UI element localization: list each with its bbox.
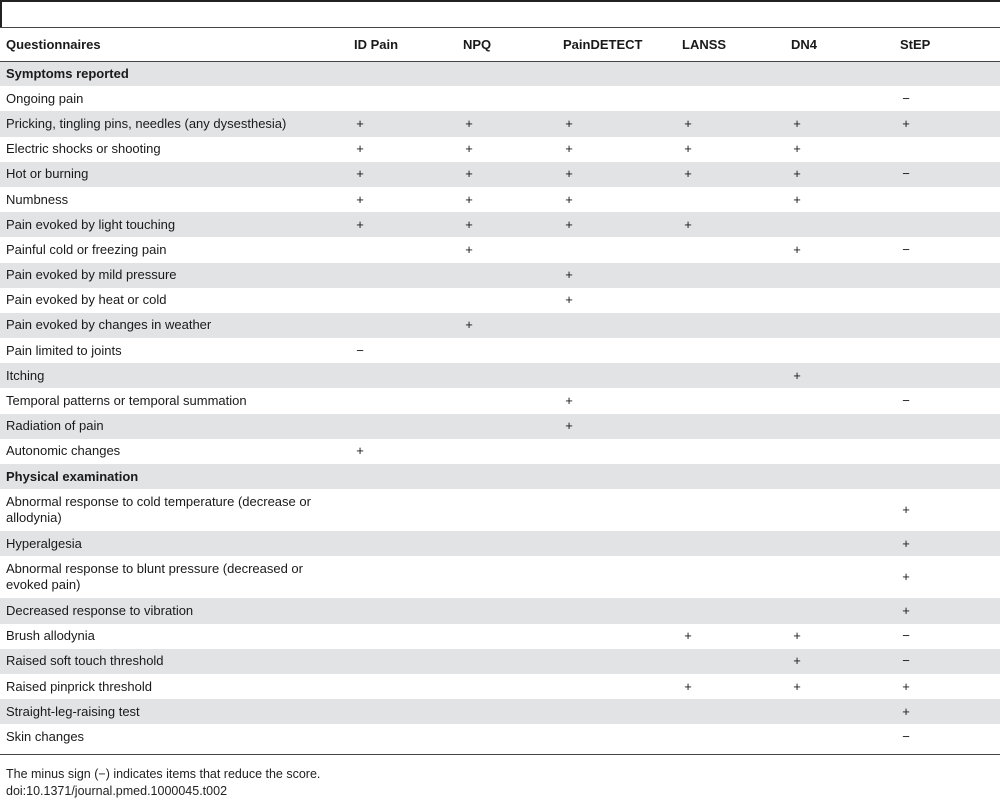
mark-symbol: − bbox=[902, 728, 910, 744]
mark-symbol: + bbox=[793, 653, 801, 669]
table-row bbox=[0, 162, 1000, 187]
row-label: Raised soft touch threshold bbox=[0, 649, 348, 674]
cell-mark bbox=[785, 111, 894, 136]
mark-symbol: + bbox=[565, 141, 573, 157]
cell-mark bbox=[348, 649, 457, 674]
cell-mark bbox=[894, 531, 1000, 556]
cell-mark bbox=[785, 674, 894, 699]
cell-mark bbox=[676, 489, 785, 531]
cell-mark bbox=[457, 556, 557, 598]
cell-mark bbox=[348, 388, 457, 413]
cell-mark bbox=[894, 724, 1000, 749]
mark-symbol: + bbox=[565, 166, 573, 182]
cell-mark bbox=[676, 338, 785, 363]
table-row bbox=[0, 598, 1000, 623]
row-label: Painful cold or freezing pain bbox=[6, 241, 167, 257]
cell-mark bbox=[457, 699, 557, 724]
cell-mark bbox=[785, 598, 894, 623]
cell-mark bbox=[785, 363, 894, 388]
cell-mark bbox=[894, 489, 1000, 531]
cell-mark bbox=[894, 313, 1000, 338]
cell-mark bbox=[557, 313, 676, 338]
table-row bbox=[0, 724, 1000, 749]
row-label: Ongoing pain bbox=[6, 90, 84, 106]
table-row bbox=[0, 111, 1000, 136]
row-label: Abnormal response to blunt pressure (decreased or evoked pain) bbox=[6, 561, 303, 593]
cell-mark bbox=[457, 212, 557, 237]
mark-symbol: + bbox=[356, 166, 364, 182]
cell-mark bbox=[785, 263, 894, 288]
cell-mark bbox=[348, 531, 457, 556]
cell-mark bbox=[557, 489, 676, 531]
cell-mark bbox=[348, 237, 457, 262]
cell-mark bbox=[348, 598, 457, 623]
table-row bbox=[0, 439, 1000, 464]
cell-mark bbox=[348, 439, 457, 464]
mark-symbol: + bbox=[684, 678, 692, 694]
cell-mark bbox=[785, 237, 894, 262]
cell-mark bbox=[457, 313, 557, 338]
cell-mark bbox=[785, 649, 894, 674]
cell-mark bbox=[894, 338, 1000, 363]
mark-symbol: + bbox=[356, 216, 364, 232]
cell-mark bbox=[557, 624, 676, 649]
table-row bbox=[0, 388, 1000, 413]
cell-mark bbox=[676, 263, 785, 288]
cell-mark bbox=[348, 674, 457, 699]
table-row bbox=[0, 363, 1000, 388]
cell-mark bbox=[348, 699, 457, 724]
cell-mark bbox=[557, 363, 676, 388]
cell-mark bbox=[676, 187, 785, 212]
mark-symbol: + bbox=[565, 267, 573, 283]
header-paindetect: PainDETECT bbox=[563, 36, 643, 52]
cell-mark bbox=[457, 414, 557, 439]
cell-mark bbox=[785, 313, 894, 338]
mark-symbol: + bbox=[793, 678, 801, 694]
cell-mark bbox=[785, 531, 894, 556]
table-row bbox=[0, 313, 1000, 338]
cell-mark bbox=[557, 724, 676, 749]
row-label: Brush allodynia bbox=[6, 628, 95, 644]
table-row bbox=[0, 414, 1000, 439]
cell-mark bbox=[676, 724, 785, 749]
cell-mark bbox=[676, 414, 785, 439]
table-row bbox=[0, 137, 1000, 162]
cell-mark bbox=[557, 674, 676, 699]
cell-mark bbox=[557, 288, 676, 313]
cell-mark bbox=[676, 363, 785, 388]
row-label: Pain evoked by heat or cold bbox=[6, 292, 167, 308]
row-label: Pain evoked by mild pressure bbox=[0, 263, 348, 288]
mark-symbol: + bbox=[356, 115, 364, 131]
header-row bbox=[0, 28, 1000, 61]
cell-mark bbox=[785, 388, 894, 413]
cell-mark bbox=[676, 86, 785, 111]
mark-symbol: + bbox=[565, 191, 573, 207]
cell-mark bbox=[557, 212, 676, 237]
cell-mark bbox=[348, 288, 457, 313]
row-label: Pain limited to joints bbox=[6, 342, 122, 358]
cell-mark bbox=[348, 724, 457, 749]
mark-symbol: + bbox=[793, 191, 801, 207]
cell-mark bbox=[457, 187, 557, 212]
cell-mark bbox=[894, 86, 1000, 111]
table-row bbox=[0, 187, 1000, 212]
cell-mark bbox=[557, 162, 676, 187]
header-questionnaires: Questionnaires bbox=[6, 36, 101, 52]
cell-mark bbox=[676, 624, 785, 649]
mark-symbol: + bbox=[793, 241, 801, 257]
mark-symbol: + bbox=[565, 418, 573, 434]
cell-mark bbox=[557, 699, 676, 724]
cell-mark bbox=[457, 724, 557, 749]
row-label: Raised pinprick threshold bbox=[6, 678, 152, 694]
mark-symbol: + bbox=[356, 141, 364, 157]
cell-mark bbox=[457, 649, 557, 674]
mark-symbol: − bbox=[902, 241, 910, 257]
mark-symbol: + bbox=[793, 628, 801, 644]
mark-symbol: + bbox=[465, 141, 473, 157]
mark-symbol: + bbox=[793, 141, 801, 157]
cell-mark bbox=[894, 699, 1000, 724]
cell-mark bbox=[457, 674, 557, 699]
header-id-pain: ID Pain bbox=[354, 36, 399, 52]
cell-mark bbox=[676, 313, 785, 338]
mark-symbol: + bbox=[465, 166, 473, 182]
row-label: Pain evoked by changes in weather bbox=[0, 313, 348, 338]
header-npq: NPQ bbox=[463, 36, 492, 52]
cell-mark bbox=[457, 439, 557, 464]
cell-mark bbox=[457, 86, 557, 111]
cell-mark bbox=[557, 338, 676, 363]
cell-mark bbox=[348, 111, 457, 136]
cell-mark bbox=[348, 212, 457, 237]
row-label: Radiation of pain bbox=[0, 414, 348, 439]
mark-symbol: + bbox=[902, 502, 910, 518]
cell-mark bbox=[894, 674, 1000, 699]
cell-mark bbox=[785, 338, 894, 363]
cell-mark bbox=[457, 111, 557, 136]
cell-mark bbox=[457, 598, 557, 623]
cell-mark bbox=[785, 187, 894, 212]
mark-symbol: + bbox=[684, 216, 692, 232]
cell-mark bbox=[894, 414, 1000, 439]
cell-mark bbox=[348, 489, 457, 531]
mark-symbol: − bbox=[902, 653, 910, 669]
cell-mark bbox=[676, 111, 785, 136]
row-label: Pain evoked by light touching bbox=[0, 212, 348, 237]
cell-mark bbox=[676, 237, 785, 262]
mark-symbol: + bbox=[902, 678, 910, 694]
cell-mark bbox=[676, 598, 785, 623]
mark-symbol: + bbox=[902, 602, 910, 618]
left-border bbox=[0, 0, 2, 28]
cell-mark bbox=[676, 137, 785, 162]
mark-symbol: − bbox=[902, 166, 910, 182]
mark-symbol: + bbox=[465, 216, 473, 232]
table-row bbox=[0, 556, 1000, 598]
cell-mark bbox=[348, 86, 457, 111]
row-label: Autonomic changes bbox=[6, 443, 121, 459]
row-label: Electric shocks or shooting bbox=[6, 141, 161, 157]
cell-mark bbox=[348, 137, 457, 162]
mark-symbol: + bbox=[793, 115, 801, 131]
mark-symbol: + bbox=[356, 191, 364, 207]
cell-mark bbox=[894, 263, 1000, 288]
questionnaire-table bbox=[0, 28, 1000, 750]
cell-mark bbox=[894, 212, 1000, 237]
mark-symbol: + bbox=[465, 241, 473, 257]
mark-symbol: + bbox=[793, 367, 801, 383]
table-row bbox=[0, 699, 1000, 724]
top-border bbox=[0, 0, 1000, 2]
cell-mark bbox=[557, 86, 676, 111]
table-row bbox=[0, 489, 1000, 531]
cell-mark bbox=[894, 649, 1000, 674]
cell-mark bbox=[557, 388, 676, 413]
cell-mark bbox=[457, 531, 557, 556]
table-row bbox=[0, 212, 1000, 237]
cell-mark bbox=[894, 388, 1000, 413]
cell-mark bbox=[785, 489, 894, 531]
mark-symbol: + bbox=[684, 115, 692, 131]
cell-mark bbox=[676, 674, 785, 699]
doi-text: doi:10.1371/journal.pmed.1000045.t002 bbox=[6, 784, 228, 798]
section-row bbox=[0, 464, 1000, 489]
cell-mark bbox=[557, 137, 676, 162]
row-label: Hot or burning bbox=[0, 162, 348, 187]
cell-mark bbox=[557, 187, 676, 212]
cell-mark bbox=[457, 489, 557, 531]
cell-mark bbox=[557, 439, 676, 464]
cell-mark bbox=[348, 414, 457, 439]
row-label: Skin changes bbox=[6, 728, 85, 744]
table-header bbox=[0, 28, 1000, 61]
cell-mark bbox=[894, 624, 1000, 649]
mark-symbol: − bbox=[902, 393, 910, 409]
table-row bbox=[0, 263, 1000, 288]
mark-symbol: + bbox=[684, 628, 692, 644]
cell-mark bbox=[785, 86, 894, 111]
cell-mark bbox=[894, 111, 1000, 136]
cell-mark bbox=[348, 263, 457, 288]
mark-symbol: + bbox=[565, 216, 573, 232]
cell-mark bbox=[894, 439, 1000, 464]
mark-symbol: + bbox=[684, 166, 692, 182]
cell-mark bbox=[676, 288, 785, 313]
table-body bbox=[0, 61, 1000, 750]
cell-mark bbox=[894, 288, 1000, 313]
mark-symbol: + bbox=[465, 317, 473, 333]
mark-symbol: + bbox=[565, 115, 573, 131]
cell-mark bbox=[348, 187, 457, 212]
cell-mark bbox=[894, 237, 1000, 262]
cell-mark bbox=[676, 531, 785, 556]
cell-mark bbox=[457, 363, 557, 388]
cell-mark bbox=[785, 699, 894, 724]
cell-mark bbox=[785, 137, 894, 162]
cell-mark bbox=[457, 388, 557, 413]
mark-symbol: + bbox=[465, 191, 473, 207]
cell-mark bbox=[557, 414, 676, 439]
section-row bbox=[0, 61, 1000, 86]
mark-symbol: + bbox=[793, 166, 801, 182]
cell-mark bbox=[676, 439, 785, 464]
header-rule-bottom bbox=[0, 61, 1000, 62]
cell-mark bbox=[348, 313, 457, 338]
header-rule-top bbox=[0, 27, 1000, 28]
mark-symbol: + bbox=[684, 141, 692, 157]
cell-mark bbox=[348, 624, 457, 649]
table-row bbox=[0, 531, 1000, 556]
cell-mark bbox=[557, 237, 676, 262]
mark-symbol: − bbox=[902, 90, 910, 106]
cell-mark bbox=[557, 556, 676, 598]
cell-mark bbox=[557, 598, 676, 623]
section-heading: Symptoms reported bbox=[0, 61, 1000, 86]
cell-mark bbox=[457, 137, 557, 162]
cell-mark bbox=[785, 212, 894, 237]
mark-symbol: + bbox=[902, 703, 910, 719]
cell-mark bbox=[785, 556, 894, 598]
cell-mark bbox=[676, 649, 785, 674]
table-row bbox=[0, 288, 1000, 313]
cell-mark bbox=[894, 137, 1000, 162]
mark-symbol: + bbox=[902, 569, 910, 585]
table-row bbox=[0, 86, 1000, 111]
cell-mark bbox=[557, 263, 676, 288]
cell-mark bbox=[348, 162, 457, 187]
table-row bbox=[0, 674, 1000, 699]
cell-mark bbox=[676, 556, 785, 598]
mark-symbol: + bbox=[902, 535, 910, 551]
table-row bbox=[0, 649, 1000, 674]
cell-mark bbox=[557, 111, 676, 136]
cell-mark bbox=[348, 363, 457, 388]
cell-mark bbox=[676, 699, 785, 724]
mark-symbol: + bbox=[356, 443, 364, 459]
cell-mark bbox=[676, 388, 785, 413]
cell-mark bbox=[557, 649, 676, 674]
section-heading: Physical examination bbox=[0, 464, 1000, 489]
cell-mark bbox=[785, 288, 894, 313]
mark-symbol: − bbox=[356, 342, 364, 358]
cell-mark bbox=[457, 263, 557, 288]
mark-symbol: + bbox=[565, 292, 573, 308]
row-label: Decreased response to vibration bbox=[0, 598, 348, 623]
cell-mark bbox=[894, 363, 1000, 388]
table-row bbox=[0, 624, 1000, 649]
cell-mark bbox=[457, 237, 557, 262]
header-step: StEP bbox=[900, 36, 931, 52]
table-row bbox=[0, 237, 1000, 262]
cell-mark bbox=[894, 556, 1000, 598]
cell-mark bbox=[785, 724, 894, 749]
cell-mark bbox=[894, 598, 1000, 623]
cell-mark bbox=[676, 212, 785, 237]
mark-symbol: − bbox=[902, 628, 910, 644]
table-bottom-rule bbox=[0, 754, 1000, 755]
cell-mark bbox=[457, 288, 557, 313]
row-label: Itching bbox=[0, 363, 348, 388]
row-label: Numbness bbox=[6, 191, 69, 207]
cell-mark bbox=[785, 624, 894, 649]
header-lanss: LANSS bbox=[682, 36, 727, 52]
cell-mark bbox=[557, 531, 676, 556]
row-label: Hyperalgesia bbox=[0, 531, 348, 556]
row-label: Temporal patterns or temporal summation bbox=[6, 393, 247, 409]
header-dn4: DN4 bbox=[791, 36, 818, 52]
cell-mark bbox=[457, 338, 557, 363]
row-label: Pricking, tingling pins, needles (any dysesthesia) bbox=[0, 111, 348, 136]
mark-symbol: + bbox=[565, 393, 573, 409]
mark-symbol: + bbox=[902, 115, 910, 131]
cell-mark bbox=[348, 556, 457, 598]
cell-mark bbox=[676, 162, 785, 187]
cell-mark bbox=[894, 187, 1000, 212]
table-row bbox=[0, 338, 1000, 363]
cell-mark bbox=[348, 338, 457, 363]
row-label: Abnormal response to cold temperature (decrease or allodynia) bbox=[6, 494, 311, 526]
footnote-text: The minus sign (−) indicates items that reduce the score. bbox=[6, 767, 321, 781]
cell-mark bbox=[457, 624, 557, 649]
cell-mark bbox=[894, 162, 1000, 187]
mark-symbol: + bbox=[465, 115, 473, 131]
cell-mark bbox=[785, 414, 894, 439]
row-label: Straight-leg-raising test bbox=[0, 699, 348, 724]
cell-mark bbox=[457, 162, 557, 187]
cell-mark bbox=[785, 439, 894, 464]
cell-mark bbox=[785, 162, 894, 187]
